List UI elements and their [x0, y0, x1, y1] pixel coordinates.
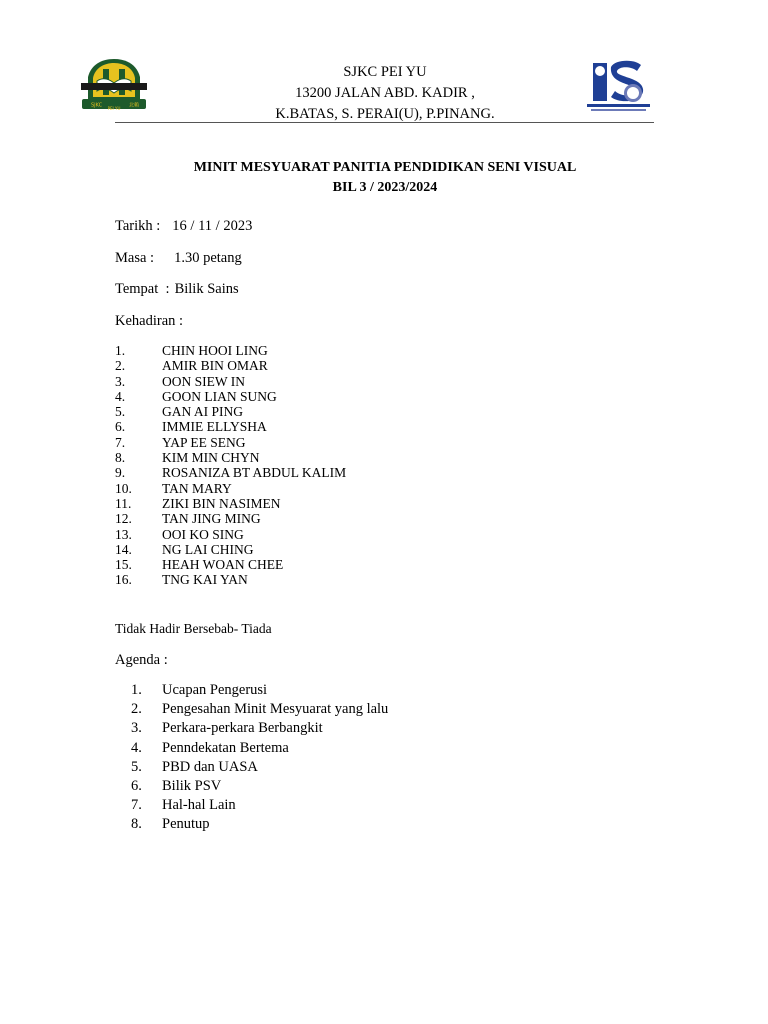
absent-note: Tidak Hadir Bersebab- Tiada	[115, 621, 272, 636]
attendee-item: 8. KIM MIN CHYN	[115, 450, 260, 466]
agenda-label: Agenda :	[115, 652, 168, 668]
agenda-list	[131, 681, 388, 835]
date-value: 16 / 11 / 2023	[172, 218, 253, 234]
attendee-item: 5. GAN AI PING	[115, 404, 243, 420]
attendee-item: 9. ROSANIZA BT ABDUL KALIM	[115, 465, 347, 481]
place-field	[115, 279, 239, 299]
agenda-item: 8. Penutup	[131, 816, 210, 833]
header-divider	[115, 122, 654, 123]
time-label: Masa :	[115, 250, 155, 266]
place-label: Tempat :	[115, 281, 170, 297]
school-name: SJKC PEI YU	[343, 64, 427, 80]
crest-text-left: SJKC	[91, 102, 103, 109]
document-title: MINIT MESYUARAT PANITIA PENDIDIKAN SENI VISUAL	[193, 160, 577, 175]
school-address-line2: K.BATAS, S. PERAI(U), P.PINANG.	[275, 106, 495, 122]
school-address-line1: 13200 JALAN ABD. KADIR ,	[295, 85, 475, 101]
school-crest-icon	[79, 57, 149, 111]
agenda-item: 1. Ucapan Pengerusi	[131, 682, 268, 698]
attendee-item: 2. AMIR BIN OMAR	[115, 358, 268, 374]
school-header	[200, 62, 570, 125]
attendee-item: 7. YAP EE SENG	[115, 434, 246, 450]
time-field	[115, 248, 242, 268]
25-years-anniversary-icon	[585, 57, 652, 115]
agenda-item: 3. Perkara-perkara Berbangkit	[131, 720, 323, 737]
attendee-item: 13. OOI KO SING	[115, 526, 244, 542]
attendance-label: Kehadiran :	[115, 313, 184, 329]
attendee-item: 4. GOON LIAN SUNG	[115, 388, 277, 404]
date-field	[115, 216, 252, 236]
attendee-item: 10. TAN MARY	[115, 480, 232, 496]
agenda-item: 6. Bilik PSV	[131, 777, 222, 794]
attendee-item: 12. TAN JING MING	[115, 511, 261, 527]
attendee-item: 14. NG LAI CHING	[115, 541, 254, 557]
agenda-item: 2. Pengesahan Minit Mesyuarat yang lalu	[131, 701, 389, 718]
attendee-item: 6. IMMIE ELLYSHA	[115, 419, 267, 435]
document-subtitle: BIL 3 / 2023/2024	[332, 180, 438, 195]
attendee-item: 3. OON SIEW IN	[115, 373, 245, 389]
attendee-list	[115, 343, 346, 588]
crest-text-bottom: PEI YU	[107, 106, 121, 111]
attendee-item: 15. HEAH WOAN CHEE	[115, 557, 284, 573]
attendee-item: 16. TNG KAI YAN	[115, 572, 248, 588]
time-value: 1.30 petang	[174, 250, 242, 266]
agenda-item: 5. PBD dan UASA	[131, 758, 258, 775]
crest-text-right: 北賴	[129, 102, 140, 109]
attendee-item: 11. ZIKI BIN NASIMEN	[115, 495, 281, 511]
agenda-item: 7. Hal-hal Lain	[131, 797, 236, 814]
date-label: Tarikh :	[115, 218, 161, 234]
place-value: Bilik Sains	[174, 281, 239, 297]
attendee-item: 1. CHIN HOOI LING	[115, 343, 268, 358]
agenda-item: 4. Penndekatan Bertema	[131, 739, 289, 756]
